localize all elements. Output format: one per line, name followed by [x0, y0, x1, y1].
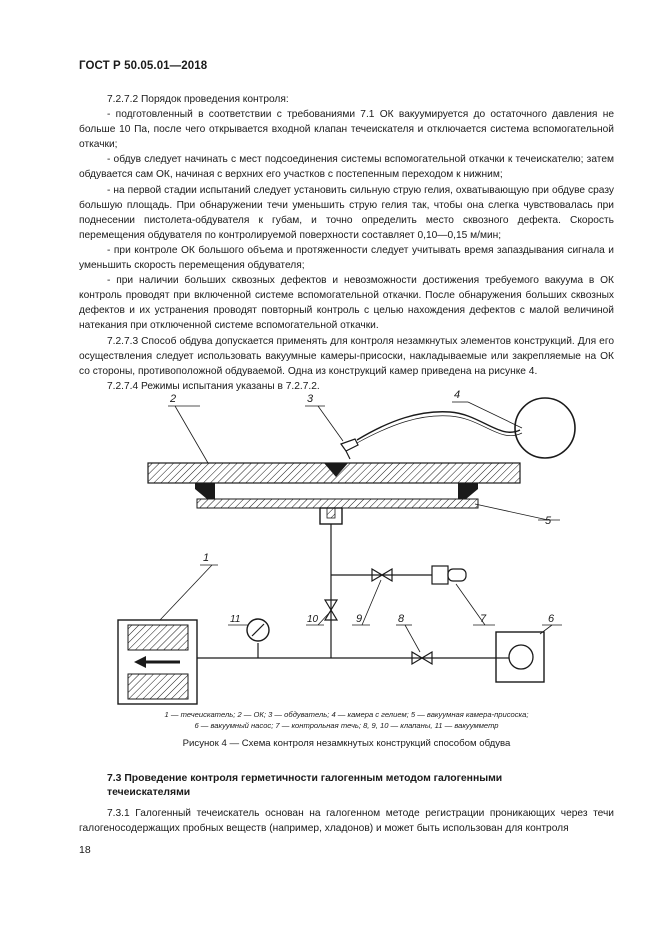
document-header: ГОСТ Р 50.05.01—2018: [79, 60, 208, 72]
legend-line: 1 — течеискатель; 2 — ОК; 3 — обдуватель; 4 — камера с гелием; 5 — вакуумная камера-присоска;: [164, 710, 529, 719]
label-4: 4: [454, 389, 461, 401]
control-leak-cap: [448, 569, 466, 581]
chamber-connector-inner: [327, 508, 335, 518]
helium-container: [515, 398, 575, 458]
label-3: 3: [307, 393, 314, 405]
figure-caption: Рисунок 4 — Схема контроля незамкнутых конструкций способом обдува: [182, 738, 511, 749]
label-2: 2: [170, 393, 177, 405]
paragraph: 7.2.7.4 Режимы испытания указаны в 7.2.7.2.: [107, 380, 320, 392]
seal-right: [458, 483, 478, 499]
control-leak: [432, 566, 448, 584]
legend-line: 6 — вакуумный насос; 7 — контрольная течь; 8, 9, 10 — клапаны, 11 — вакуумметр: [194, 721, 499, 730]
paragraph: - обдув следует начинать с мест подсоединения системы вспомогательной откачки к течеискателю; затем обдувается сам ОК, начиная с верхних его участков с постепенным переходом к нижним;: [79, 154, 614, 181]
label-6: 6: [548, 613, 555, 625]
page-number: 18: [79, 844, 91, 856]
paragraph: - при наличии больших сквозных дефектов и невозможности достижения требуемого вакуума в ОК контроль проводят при включенной системе вспомогательной откачки. После обнаружения больших сквозных дефектов и их устранения проводят повторный контроль с целью нахождения дефектов с малой величиной натекания при отключенной системе вспомогательной откачки.: [79, 275, 614, 332]
paragraph: - при контроле ОК большого объема и протяженности следует учитывать время запаздывания сигнала и уменьшить скорость перемещения обдувателя;: [79, 244, 614, 272]
figure-legend: [79, 709, 614, 731]
label-1: 1: [203, 552, 210, 564]
label-10: 10: [307, 614, 319, 625]
section-body: [79, 806, 614, 836]
paragraph: 7.2.7.2 Порядок проведения контроля:: [107, 94, 289, 105]
seal-left: [195, 483, 215, 499]
paragraph: - на первой стадии испытаний следует установить сильную струю гелия, охватывающую при обдуве сразу большую площадь. При обнаружении течи уменьшить струю гелия так, чтобы она слегка чувствовалась при поднесении пистолета-обдувателя к губам, и точно определить место сквозного дефекта. Скорость перемещения обдувателя по контролируемой поверхности составляет 0,10—0,15 м/мин;: [79, 184, 614, 241]
label-9: 9: [356, 613, 363, 625]
figure-4-diagram: [79, 380, 614, 710]
blower-gun: [341, 439, 358, 451]
label-8: 8: [398, 613, 405, 625]
paragraph: 7.3.1 Галогенный течеискатель основан на галогенном методе регистрации проникающих через течи галогеносодержащих пробных веществ (например, хладонов) и может быть использован для контроля: [79, 808, 614, 835]
label-11: 11: [230, 614, 241, 625]
blower-nozzle: [346, 451, 350, 459]
suction-chamber: [197, 499, 478, 508]
section-heading: 7.3 Проведение контроля герметичности галогенным методом галогенными течеискателями: [107, 773, 503, 798]
leak-detector-upper: [128, 625, 188, 650]
leak-detector-lower: [128, 674, 188, 699]
label-5: 5: [545, 515, 552, 527]
body-text: [79, 92, 614, 394]
paragraph: - подготовленный в соответствии с требованиями 7.1 ОК вакуумируется до остаточного давления не больше 10 Па, после чего открывается входной клапан течеискателя и отключается система вспомогательной откачки;: [79, 109, 614, 151]
paragraph: 7.2.7.3 Способ обдува допускается применять для контроля незамкнутых элементов конструкций. Для его осуществления следует использовать вакуумные камеры-присоски, накладываемые или закрепляемые на ОК со стороны, противоположной обдуваемой. Одна из конструкций камер приведена на рисунке 4.: [79, 335, 614, 377]
schematic-svg: [79, 380, 614, 710]
vacuum-pump: [496, 632, 544, 682]
label-7: 7: [480, 613, 487, 625]
